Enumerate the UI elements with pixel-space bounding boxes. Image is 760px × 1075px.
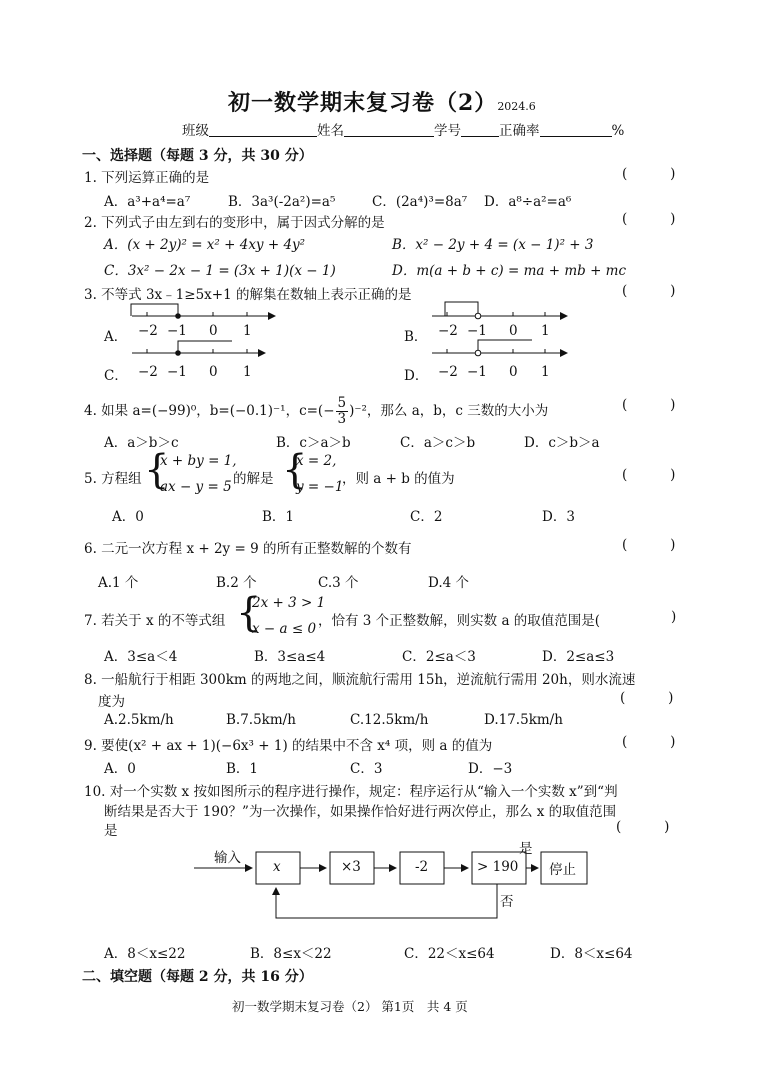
- q8-line2: 度为: [98, 694, 125, 710]
- section2-title: 二、填空题（每题 2 分，共 16 分）: [82, 969, 313, 985]
- tick-label: −2: [438, 323, 458, 339]
- q10-answer-paren[interactable]: ( ): [616, 819, 670, 835]
- q2-option-a[interactable]: A．(x + 2y)² = x² + 4xy + 4y²: [104, 237, 306, 253]
- q10-line3: 是: [104, 823, 118, 839]
- q3-option-a-label[interactable]: A．: [104, 329, 128, 345]
- q3-option-d-label[interactable]: D．: [404, 368, 429, 384]
- q7-option-a[interactable]: A．3≤a＜4: [104, 649, 178, 665]
- q5-brace-right: {: [282, 447, 308, 493]
- q2-stem: 2. 下列式子由左到右的变形中，属于因式分解的是: [84, 215, 385, 231]
- tick-label: −2: [138, 364, 158, 380]
- q5-option-d[interactable]: D．3: [542, 509, 575, 525]
- tick-label: 1: [541, 364, 550, 380]
- page-title: [228, 86, 536, 117]
- q5-option-a[interactable]: A．0: [112, 509, 144, 525]
- tick-label: −2: [438, 364, 458, 380]
- q8-line1: 8. 一船航行于相距 300km 的两地之间，顺流航行需用 15h，逆流航行需用 20h，则水流速: [84, 672, 636, 688]
- rate-field[interactable]: [540, 122, 612, 137]
- q3-stem: 3. 不等式 3x﹣1≥5x+1 的解集在数轴上表示正确的是: [84, 287, 412, 303]
- q9-option-c[interactable]: C．3: [350, 761, 383, 777]
- q4-stem-pre: 4. 如果 a=(−99)⁰，b=(−0.1)⁻¹，c=(−: [84, 403, 335, 419]
- tick-label: −1: [167, 323, 187, 339]
- number-line-d: [432, 340, 568, 357]
- tick-label: 1: [243, 323, 252, 339]
- q9-option-a[interactable]: A．0: [104, 761, 136, 777]
- q5-sol-line2: y = −1: [296, 479, 344, 495]
- flow-box-compare-label: > 190: [477, 859, 519, 875]
- q6-stem: 6. 二元一次方程 x + 2y = 9 的所有正整数解的个数有: [84, 541, 412, 557]
- q10-option-a[interactable]: A．8＜x≤22: [104, 946, 186, 962]
- number-line-c: [132, 341, 266, 357]
- q10-flowchart: [0, 832, 760, 932]
- q7-option-c[interactable]: C．2≤a＜3: [402, 649, 476, 665]
- section1-title: 一、选择题（每题 3 分，共 30 分）: [82, 148, 313, 164]
- tick-label: −2: [138, 323, 158, 339]
- q7-option-b[interactable]: B．3≤a≤4: [254, 649, 326, 665]
- page-footer: 初一数学期末复习卷（2） 第1页 共 4 页: [232, 999, 468, 1014]
- tick-label: 0: [509, 323, 518, 339]
- q4-answer-paren[interactable]: ( ): [622, 397, 676, 413]
- flow-box-minus2-label: -2: [415, 859, 429, 875]
- q7-stem-pre: 7. 若关于 x 的不等式组: [84, 613, 226, 629]
- flow-box-x-label: x: [273, 859, 281, 875]
- q1-stem: 1. 下列运算正确的是: [84, 170, 210, 186]
- id-field[interactable]: [461, 122, 499, 137]
- student-info-line: [182, 119, 624, 139]
- q10-line1: 10. 对一个实数 x 按如图所示的程序进行操作，规定：程序运行从“输入一个实数 x”到“判: [84, 784, 618, 800]
- q8-option-c[interactable]: C.12.5km/h: [350, 712, 429, 728]
- name-label: 姓名: [317, 123, 344, 139]
- flow-yes-label: 是: [519, 841, 533, 857]
- q10-option-b[interactable]: B．8≤x＜22: [250, 946, 332, 962]
- title-text: 初一数学期末复习卷（2）: [228, 90, 498, 116]
- number-line-b: [432, 302, 568, 320]
- class-field[interactable]: [209, 122, 317, 137]
- q6-option-c[interactable]: C.3 个: [318, 575, 359, 591]
- percent-sign: %: [611, 123, 625, 139]
- class-label: 班级: [182, 123, 209, 139]
- number-line-a: [131, 304, 276, 320]
- tick-label: −1: [467, 364, 487, 380]
- q7-option-d[interactable]: D．2≤a≤3: [542, 649, 615, 665]
- q4-option-d[interactable]: D．c＞b＞a: [524, 435, 600, 451]
- tick-label: 1: [243, 364, 252, 380]
- q3-option-c-label[interactable]: C．: [104, 368, 128, 384]
- q1-option-c[interactable]: C．(2a⁴)³=8a⁷: [372, 194, 468, 210]
- fraction-denominator: 3: [337, 411, 347, 427]
- q8-option-a[interactable]: A.2.5km/h: [104, 712, 174, 728]
- flow-loop-arrow: [276, 884, 497, 918]
- flow-no-label: 否: [500, 894, 514, 910]
- q5-sol-line1: x = 2,: [296, 453, 337, 469]
- flow-input-label: 输入: [214, 850, 241, 866]
- tick-label: 0: [209, 364, 218, 380]
- tick-label: 0: [209, 323, 218, 339]
- q7-stem-post: ，恰有 3 个正整数解，则实数 a 的取值范围是(: [318, 613, 601, 629]
- q7-sys-line2: x − a ≤ 0: [252, 621, 317, 637]
- date-text: 2024.6: [497, 100, 536, 113]
- q3-option-b-label[interactable]: B．: [404, 329, 428, 345]
- q2-option-c[interactable]: C．3x² − 2x − 1 = (3x + 1)(x − 1): [104, 263, 336, 279]
- q6-option-b[interactable]: B.2 个: [216, 575, 257, 591]
- q2-answer-paren[interactable]: ( ): [622, 211, 676, 227]
- q7-brace: {: [236, 590, 262, 636]
- q5-stem-pre: 5. 方程组: [84, 471, 142, 487]
- q4-option-c[interactable]: C．a＞c＞b: [400, 435, 476, 451]
- q2-option-b[interactable]: B．x² − 2y + 4 = (x − 1)² + 3: [392, 237, 594, 253]
- q2-option-d[interactable]: D．m(a + b + c) = ma + mb + mc: [392, 263, 627, 279]
- q5-option-c[interactable]: C．2: [410, 509, 443, 525]
- tick-label: −1: [167, 364, 187, 380]
- q10-line2: 断结果是否大于 190？”为一次操作，如果操作恰好进行两次停止，那么 x 的取值范围: [104, 804, 617, 820]
- q1-option-d[interactable]: D．a⁸÷a²=a⁶: [484, 194, 572, 210]
- q8-answer-paren[interactable]: ( ): [620, 690, 674, 706]
- q7-sys-line1: 2x + 3 > 1: [252, 595, 326, 611]
- q4-stem: [84, 396, 548, 427]
- tick-label: 0: [509, 364, 518, 380]
- q7-answer-close[interactable]: ): [671, 609, 677, 625]
- q8-option-d[interactable]: D.17.5km/h: [484, 712, 563, 728]
- fraction-numerator: 5: [337, 395, 347, 411]
- q9-stem: 9. 要使(x² + ax + 1)(−6x³ + 1) 的结果中不含 x⁴ 项，则 a 的值为: [84, 738, 493, 754]
- q6-option-a[interactable]: A.1 个: [98, 575, 139, 591]
- name-field[interactable]: [344, 122, 434, 137]
- q9-option-d[interactable]: D．−3: [468, 761, 513, 777]
- q3-answer-paren[interactable]: ( ): [622, 283, 676, 299]
- q3-number-lines: [0, 298, 760, 388]
- q4-option-a[interactable]: A．a＞b＞c: [104, 435, 179, 451]
- flow-box-stop-label: 停止: [549, 862, 576, 878]
- q4-option-b[interactable]: B．c＞a＞b: [276, 435, 351, 451]
- q8-option-b[interactable]: B.7.5km/h: [226, 712, 296, 728]
- q10-option-d[interactable]: D．8＜x≤64: [550, 946, 633, 962]
- q9-option-b[interactable]: B．1: [226, 761, 259, 777]
- q1-answer-paren[interactable]: ( ): [622, 166, 676, 182]
- q5-sys-line2: ax − y = 5: [160, 479, 232, 495]
- rate-label: 正确率: [499, 123, 540, 139]
- q5-sys-line1: x + by = 1,: [160, 453, 237, 469]
- q1-option-a[interactable]: A．a³+a⁴=a⁷: [104, 194, 191, 210]
- id-label: 学号: [434, 123, 461, 139]
- q5-brace-left: {: [144, 447, 170, 493]
- q4-fraction: [336, 396, 349, 427]
- q6-option-d[interactable]: D.4 个: [428, 575, 470, 591]
- q6-answer-paren[interactable]: ( ): [622, 537, 676, 553]
- q9-answer-paren[interactable]: ( ): [622, 734, 676, 750]
- tick-label: 1: [541, 323, 550, 339]
- q4-stem-post: )⁻²，那么 a，b，c 三数的大小为: [349, 403, 549, 419]
- q10-option-c[interactable]: C．22＜x≤64: [404, 946, 495, 962]
- q5-stem-post: ，则 a + b 的值为: [342, 471, 455, 487]
- q1-option-b[interactable]: B．3a³(-2a²)=a⁵: [228, 194, 336, 210]
- flow-box-times3-label: ×3: [341, 859, 361, 875]
- q5-mid: 的解是: [233, 471, 274, 487]
- q5-answer-paren[interactable]: ( ): [622, 467, 676, 483]
- q5-option-b[interactable]: B．1: [262, 509, 295, 525]
- tick-label: −1: [467, 323, 487, 339]
